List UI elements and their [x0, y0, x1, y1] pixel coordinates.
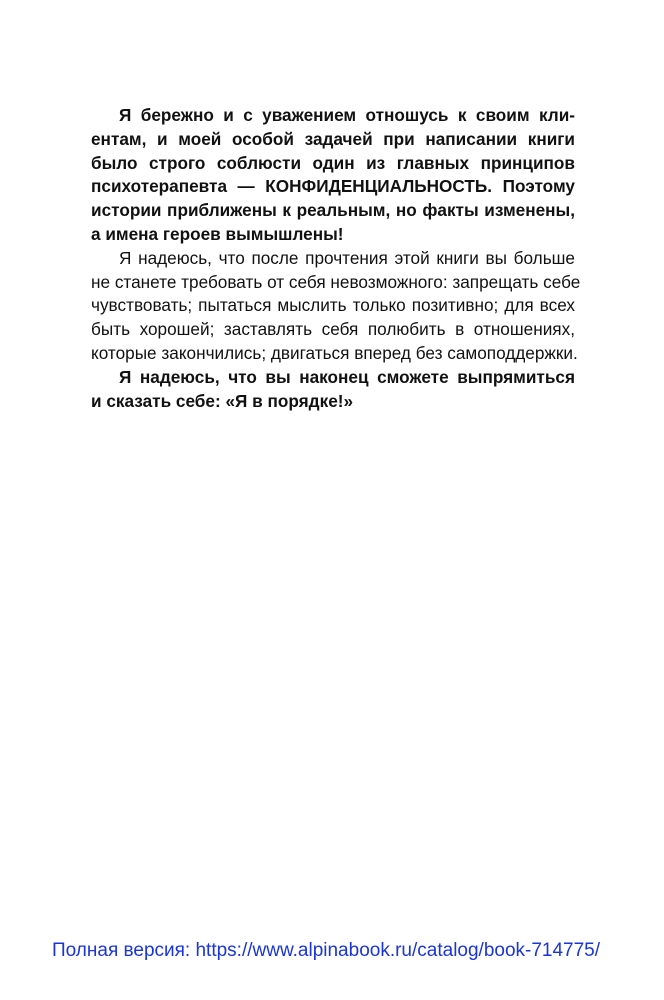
text-line: психотерапевта — КОНФИДЕНЦИАЛЬНОСТЬ. Поэтому — [91, 176, 575, 197]
text-line: ентам, и моей особой задачей при написании книги — [91, 128, 575, 149]
paragraph-hope — [91, 247, 581, 366]
text-line: не станете требовать от себя невозможного: запрещать себе — [91, 271, 581, 292]
text-line: чувствовать; пытаться мыслить только позитивно; для всех — [91, 295, 575, 316]
text-line: Я надеюсь, что после прочтения этой книги вы больше — [119, 247, 575, 268]
text-line: которые закончились; двигаться вперед без самоподдержки. — [91, 342, 578, 363]
text-line: Я бережно и с уважением отношусь к своим кли- — [119, 105, 575, 125]
text-line: а имена героев вымышлены! — [91, 223, 344, 244]
text-line: и сказать себе: «Я в порядке!» — [91, 390, 354, 411]
body-text — [91, 104, 581, 413]
text-line: было строго соблюсти один из главных принципов — [91, 152, 575, 173]
text-line: истории приближены к реальным, но факты изменены, — [91, 200, 575, 221]
text-line: Я надеюсь, что вы наконец сможете выпрямиться — [119, 366, 575, 387]
paragraph-closing — [91, 366, 575, 414]
text-line: быть хорошей; заставлять себя полюбить в отношениях, — [91, 319, 575, 340]
paragraph-confidentiality — [91, 104, 575, 247]
full-version-link[interactable]: Полная версия: https://www.alpinabook.ru/catalog/book-714775/ — [52, 940, 601, 961]
